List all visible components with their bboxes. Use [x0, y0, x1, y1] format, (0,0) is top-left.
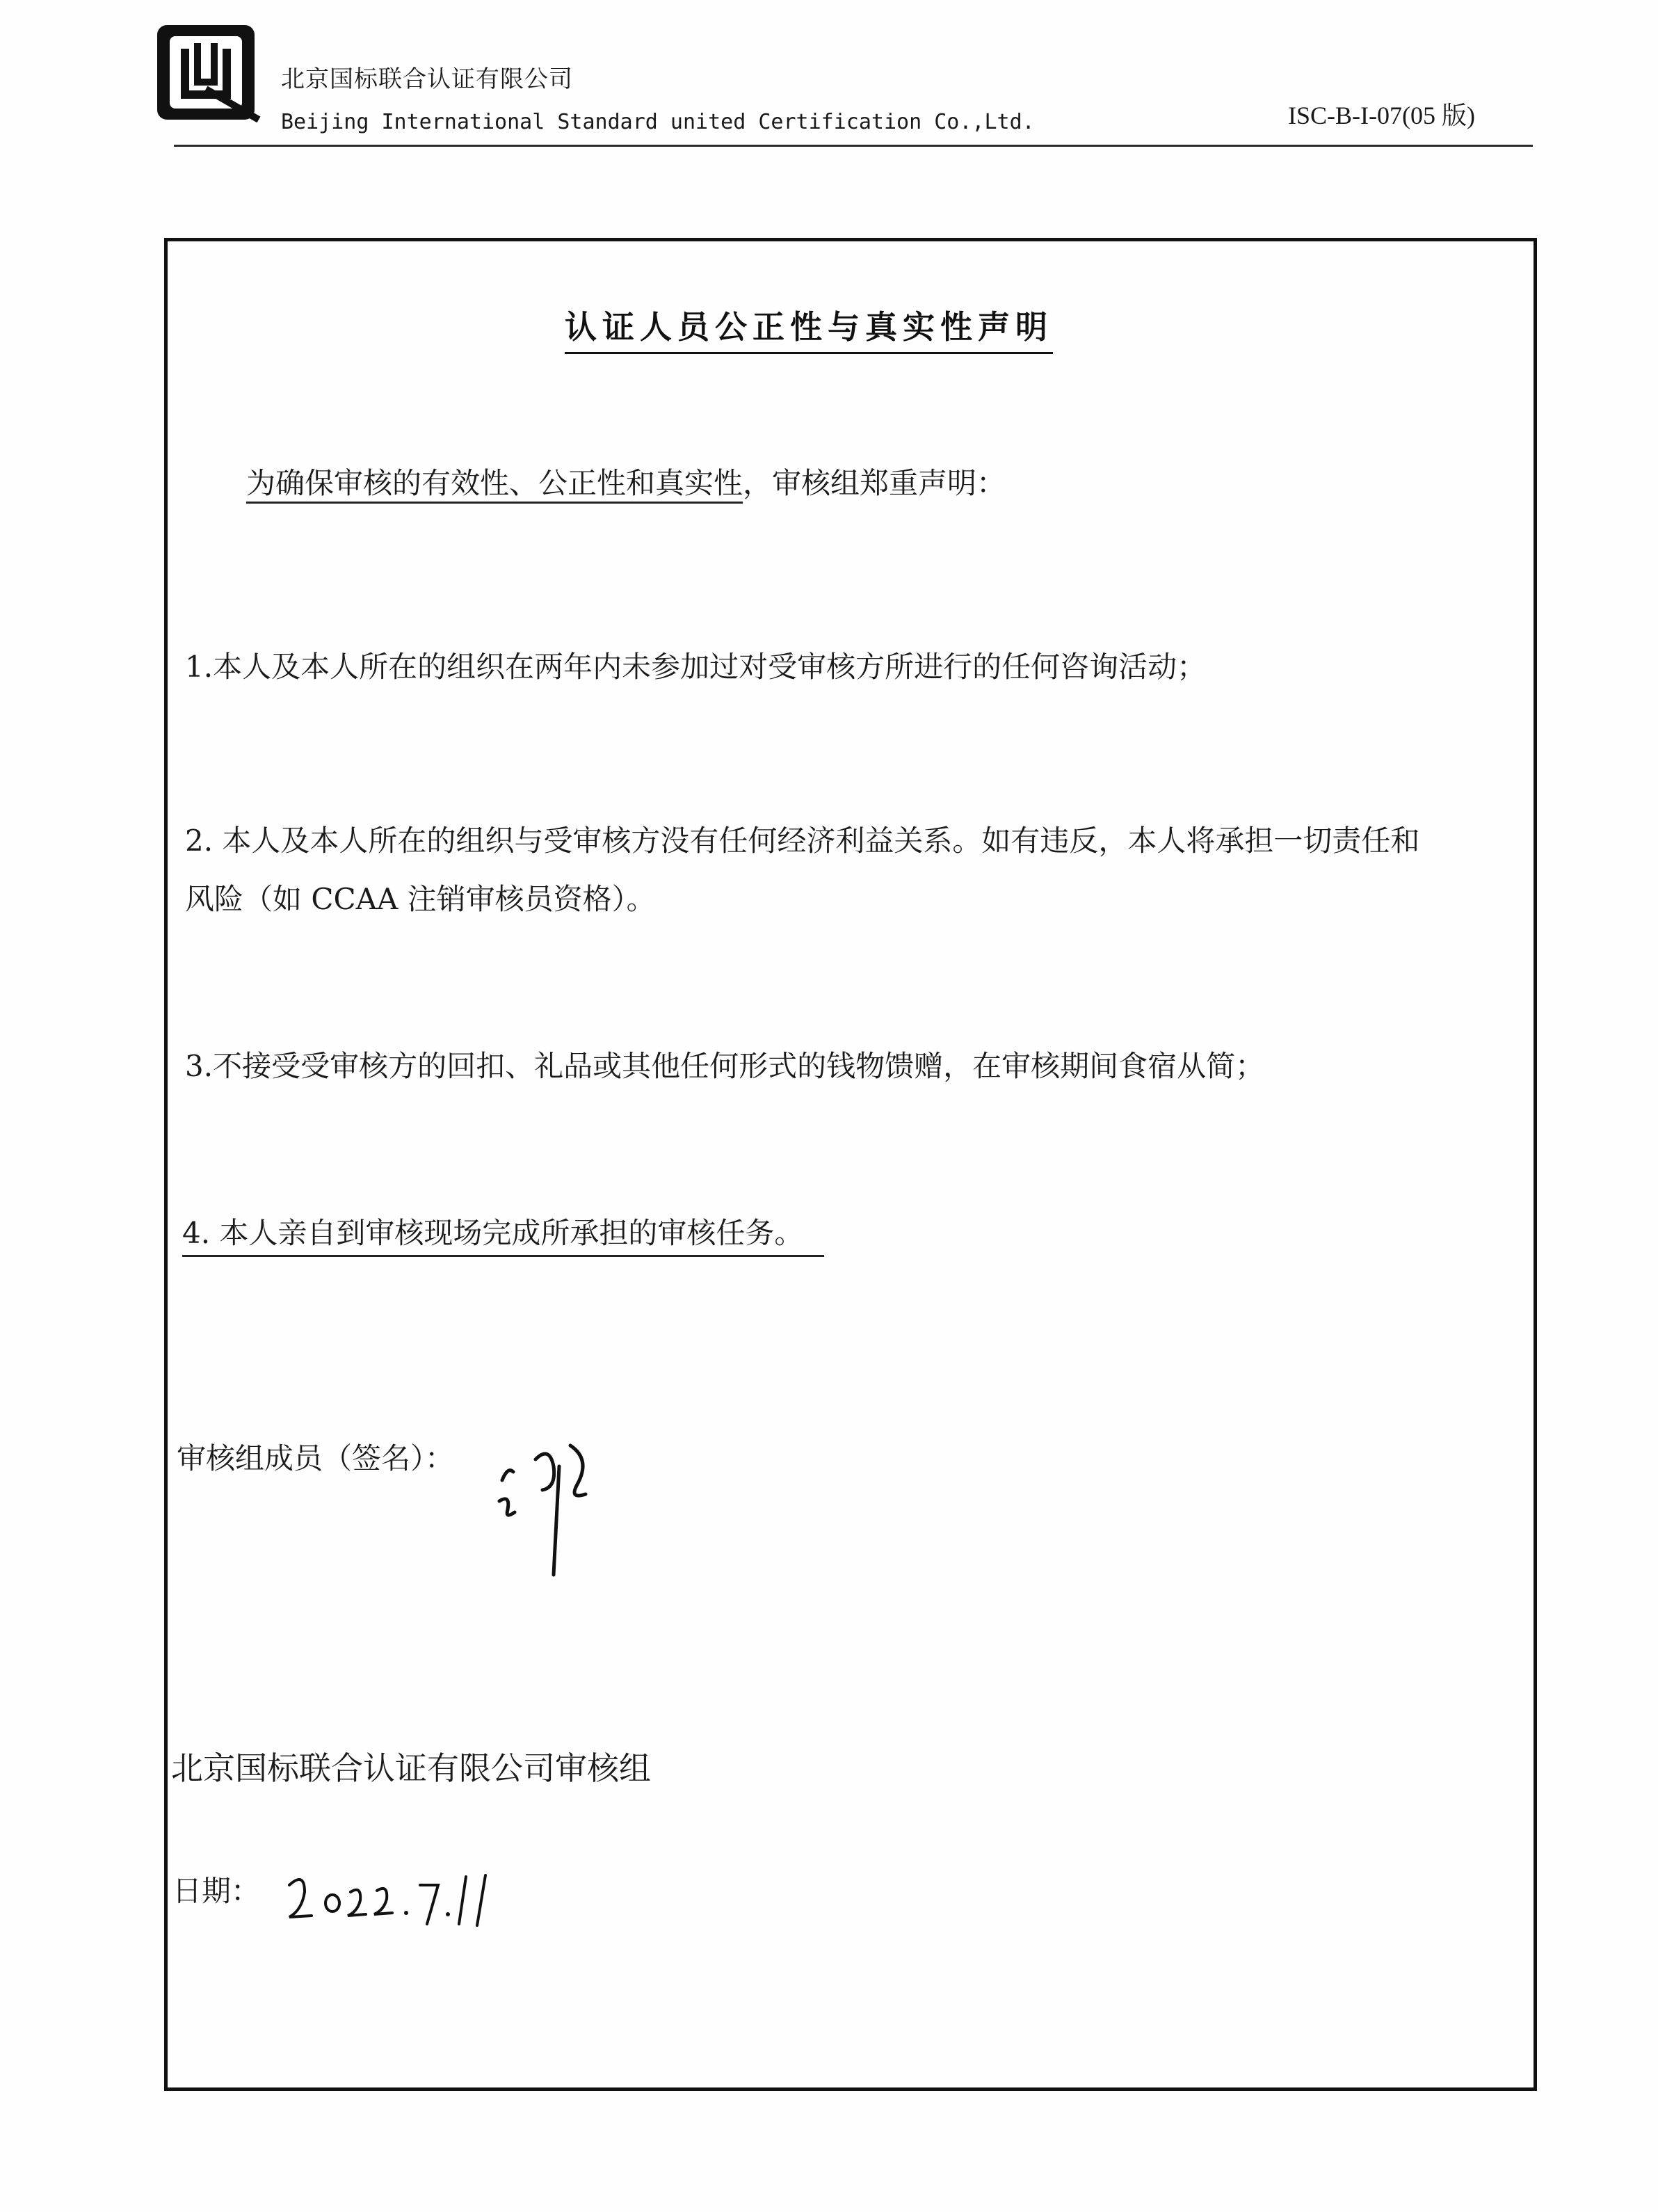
bisc-logo-icon [154, 22, 266, 122]
intro-rest-text: ，审核组郑重声明： [743, 466, 1006, 500]
company-name-cn: 北京国标联合认证有限公司 [281, 65, 573, 93]
declaration-title: 认证人员公正性与真实性声明 [565, 302, 1053, 354]
document-code: ISC-B-I-07(05 版) [1288, 102, 1475, 129]
date-label: 日期： [172, 1874, 261, 1908]
audit-team-name: 北京国标联合认证有限公司审核组 [171, 1749, 651, 1787]
declaration-item-1: 1.本人及本人所在的组织在两年内未参加过对受审核方所进行的任何咨询活动； [185, 650, 1207, 684]
signature-label: 审核组成员（签名）： [177, 1441, 455, 1475]
company-name-en: Beijing International Standard united Certification Co.,Ltd. [281, 110, 1035, 134]
intro-statement [246, 460, 1006, 502]
handwritten-signature [487, 1418, 619, 1585]
declaration-form-border [164, 238, 1537, 2091]
declaration-item-3: 3.不接受受审核方的回扣、礼品或其他任何形式的钱物馈赠，在审核期间食宿从简； [185, 1049, 1265, 1083]
intro-underlined-text: 为确保审核的有效性、公正性和真实性 [246, 466, 743, 504]
declaration-item-2-line-2: 风险（如 CCAA 注销审核员资格）。 [185, 882, 656, 916]
declaration-item-2-line-1: 2. 本人及本人所在的组织与受审核方没有任何经济利益关系。如有违反，本人将承担一切责任和 [185, 824, 1420, 858]
handwritten-date [284, 1857, 506, 1934]
declaration-item-4: 4. 本人亲自到审核现场完成所承担的审核任务。 [182, 1210, 824, 1257]
header-divider [174, 145, 1533, 147]
